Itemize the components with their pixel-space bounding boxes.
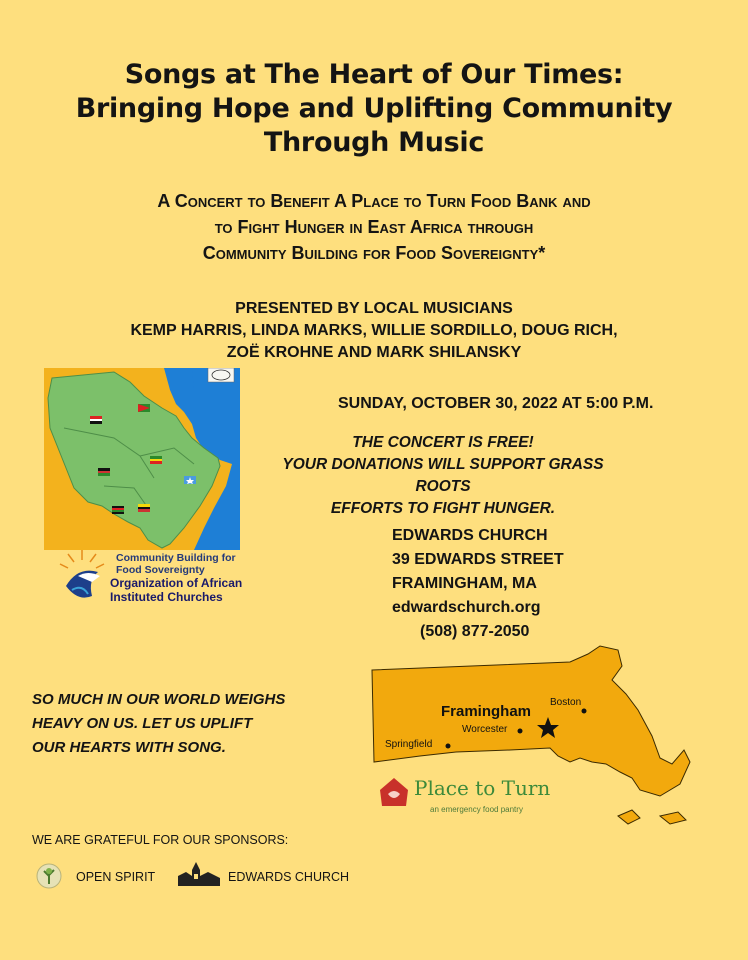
sponsors-heading: WE ARE GRATEFUL FOR OUR SPONSORS: bbox=[32, 833, 289, 847]
cbfs-line-4: Instituted Churches bbox=[110, 590, 223, 604]
cbfs-line-3: Organization of African bbox=[110, 576, 243, 590]
title-line-1: Songs at The Heart of Our Times: bbox=[124, 59, 624, 90]
event-date: SUNDAY, OCTOBER 30, 2022 AT 5:00 P.M. bbox=[338, 395, 654, 412]
presenters-line-1: PRESENTED BY LOCAL MUSICIANS bbox=[235, 300, 513, 317]
title-line-2: Bringing Hope and Uplifting Community bbox=[75, 93, 673, 124]
label-springfield: Springfield bbox=[385, 739, 433, 750]
title-line-3: Through Music bbox=[263, 127, 485, 158]
cbfs-line-1: Community Building for bbox=[116, 552, 236, 564]
presenters-line-3: ZOË KROHNE AND MARK SHILANSKY bbox=[226, 344, 522, 361]
label-worcester: Worcester bbox=[462, 724, 508, 735]
edwards-church-logo-icon bbox=[176, 858, 222, 888]
venue-street: 39 EDWARDS STREET bbox=[392, 551, 564, 568]
sponsor-edwards-church: EDWARDS CHURCH bbox=[228, 870, 350, 884]
subtitle-line-2: to Fight Hunger in East Africa through bbox=[214, 217, 534, 237]
weighs-line-3: OUR HEARTS WITH SONG. bbox=[32, 739, 226, 756]
subtitle-line-3: Community Building for Food Sovereignty* bbox=[202, 243, 546, 263]
east-africa-map bbox=[44, 368, 240, 550]
event-title bbox=[0, 58, 748, 160]
venue-name: EDWARDS CHURCH bbox=[392, 527, 548, 544]
presenters-line-2: KEMP HARRIS, LINDA MARKS, WILLIE SORDILLO, DOUG RICH, bbox=[130, 322, 618, 339]
free-line-3: EFFORTS TO FIGHT HUNGER. bbox=[330, 500, 556, 517]
sponsor-open-spirit: OPEN SPIRIT bbox=[76, 870, 156, 884]
place-to-turn-name: Place to Turn bbox=[414, 776, 551, 800]
open-spirit-logo-icon bbox=[34, 862, 64, 890]
subtitle-line-1: A Concert to Benefit A Place to Turn Food Bank and bbox=[157, 191, 591, 211]
cbfs-org-text bbox=[110, 552, 242, 604]
event-subtitle bbox=[0, 188, 748, 266]
free-notice bbox=[272, 432, 614, 520]
massachusetts-map bbox=[360, 640, 706, 860]
venue-city: FRAMINGHAM, MA bbox=[392, 575, 537, 592]
venue-website[interactable]: edwardschurch.org bbox=[392, 599, 541, 616]
label-boston: Boston bbox=[550, 697, 582, 708]
cbfs-line-2: Food Sovereignty bbox=[116, 564, 205, 576]
free-line-1: THE CONCERT IS FREE! bbox=[352, 434, 534, 451]
place-to-turn-tagline: an emergency food pantry bbox=[430, 805, 523, 814]
free-line-2: YOUR DONATIONS WILL SUPPORT GRASS ROOTS bbox=[282, 456, 604, 495]
venue-phone: (508) 877-2050 bbox=[420, 623, 530, 640]
venue-address bbox=[392, 524, 564, 644]
weighs-line-1: SO MUCH IN OUR WORLD WEIGHS bbox=[32, 691, 286, 708]
presenters-block bbox=[0, 298, 748, 364]
weighs-line-2: HEAVY ON US. LET US UPLIFT bbox=[32, 715, 253, 732]
uplift-message bbox=[32, 688, 285, 760]
label-framingham: Framingham bbox=[441, 703, 532, 720]
